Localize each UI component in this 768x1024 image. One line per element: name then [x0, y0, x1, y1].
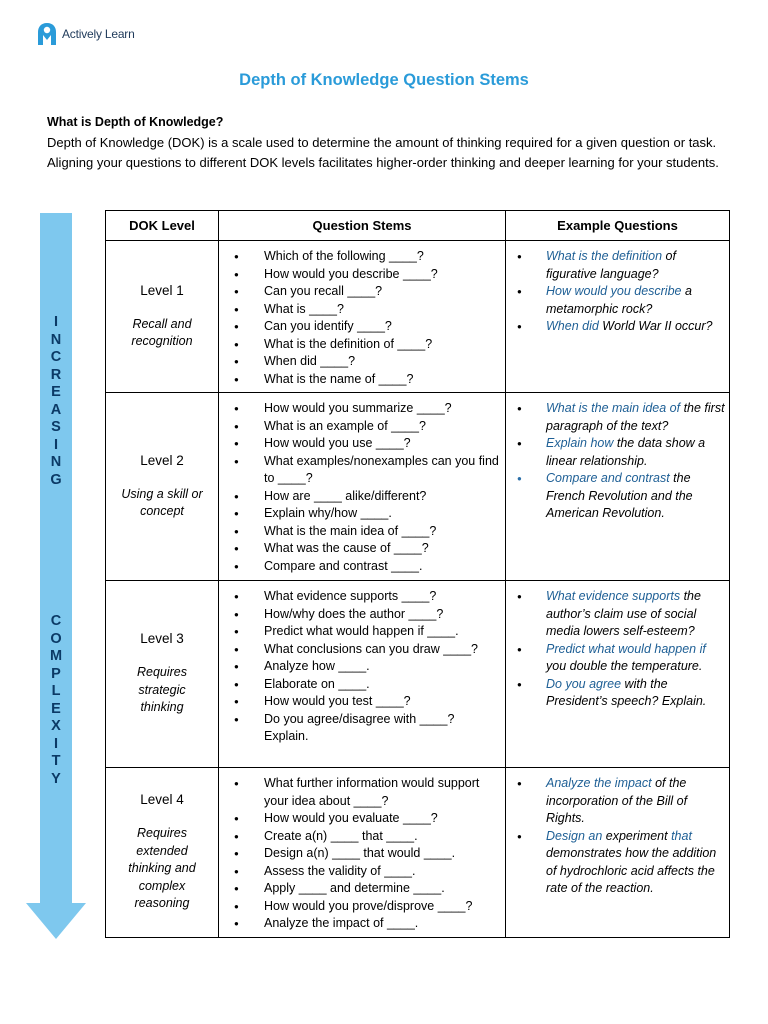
side-letter: R	[50, 366, 62, 383]
table-row	[106, 581, 730, 768]
level-description: Requires strategic thinking	[136, 665, 188, 715]
example-item	[506, 588, 729, 641]
stem-item: ● Can you recall ____?	[219, 283, 505, 301]
level-cell	[106, 241, 219, 393]
side-letter: C	[50, 613, 62, 629]
stems-cell	[219, 393, 506, 581]
level-cell	[106, 768, 219, 938]
example-item	[506, 828, 729, 898]
examples-list	[506, 588, 729, 711]
example-text: World War II occur?	[598, 319, 713, 333]
header-question-stems: Question Stems	[219, 211, 506, 241]
stem-item: ● Analyze the impact of ____.	[219, 915, 505, 933]
level-name: Level 3	[140, 631, 184, 647]
stems-list	[219, 775, 505, 933]
examples-list	[506, 400, 729, 523]
stem-item: ● What is ____?	[219, 301, 505, 319]
example-item	[506, 400, 729, 435]
example-stem-highlight: What is the main idea of	[546, 401, 681, 415]
example-text: with the President’s speech? Explain.	[546, 676, 707, 708]
stems-cell	[219, 241, 506, 393]
stem-item: ● How are ____ alike/different?	[219, 488, 505, 506]
example-stem-highlight: Analyze the impact	[546, 776, 652, 790]
example-item	[506, 641, 729, 676]
example-stem-highlight: What evidence supports	[546, 589, 681, 603]
examples-cell	[506, 241, 730, 393]
stem-item: ● Analyze how ____.	[219, 658, 505, 676]
stem-item: ● What is an example of ____?	[219, 418, 505, 436]
example-text: of figurative language?	[546, 249, 676, 281]
side-letter: P	[51, 665, 61, 682]
stem-item: ● Explain why/how ____.	[219, 505, 505, 523]
examples-cell	[506, 581, 730, 768]
example-stem-highlight: Do you agree	[546, 676, 622, 691]
stem-item: ● Can you identify ____?	[219, 318, 505, 336]
stems-list	[219, 400, 505, 575]
stem-item: ● How would you describe ____?	[219, 266, 505, 284]
intro-heading: What is Depth of Knowledge?	[47, 115, 224, 129]
example-item	[506, 775, 729, 828]
level-cell	[106, 393, 219, 581]
example-text: demonstrates how the addition of hydrochloric acid affects the rate of the reaction.	[546, 846, 717, 895]
increasing-label	[26, 314, 86, 489]
side-letter: C	[50, 349, 62, 365]
stem-item: ● What is the name of ____?	[219, 371, 505, 389]
stem-item: ● When did ____?	[219, 353, 505, 371]
level-description: Requires extended thinking and complex reasoning	[128, 826, 196, 911]
example-stem-highlight: Explain how	[546, 436, 614, 450]
side-letter: I	[53, 314, 59, 330]
actively-learn-logo-icon	[37, 22, 57, 46]
side-letter: O	[50, 630, 62, 647]
example-stem-highlight: Predict what would happen if	[546, 641, 706, 656]
stem-item: ● How would you prove/disprove ____?	[219, 898, 505, 916]
stem-item: ● What is the main idea of ____?	[219, 523, 505, 541]
stem-item: ● What examples/nonexamples can you find to ____?	[219, 453, 505, 488]
side-letter: T	[51, 753, 61, 769]
stem-item: ● How would you summarize ____?	[219, 400, 505, 418]
level-name: Level 2	[140, 452, 184, 468]
example-item	[506, 676, 729, 711]
logo-text: Actively Learn	[62, 27, 135, 41]
example-stem-highlight: When did	[546, 319, 599, 333]
side-letter: E	[51, 384, 61, 400]
example-text: the author’s claim use of social media lowers self-esteem?	[546, 589, 701, 638]
logo	[37, 22, 135, 46]
table-row	[106, 241, 730, 393]
example-text: the French Revolution and the American Revolution.	[546, 471, 693, 520]
stem-item: ● Create a(n) ____ that ____.	[219, 828, 505, 846]
examples-cell	[506, 768, 730, 938]
intro-body: Depth of Knowledge (DOK) is a scale used to determine the amount of thinking required for a given question or task. Aligning your questions to different DOK levels facilitates higher-order thinking and deeper learning for your students.	[47, 135, 719, 170]
table-row	[106, 393, 730, 581]
side-letter: I	[53, 436, 59, 453]
level-name: Level 1	[140, 282, 184, 298]
stem-item: ● Compare and contrast ____.	[219, 558, 505, 576]
stem-item: ● Apply ____ and determine ____.	[219, 880, 505, 898]
examples-list	[506, 248, 729, 336]
level-description: Using a skill or concept	[121, 486, 203, 518]
example-stem-highlight: that	[671, 828, 692, 843]
side-letter: A	[50, 401, 62, 418]
example-item	[506, 318, 729, 336]
example-stem-highlight: How would you describe	[546, 284, 682, 298]
table-row	[106, 768, 730, 938]
example-text: a metamorphic rock?	[546, 284, 692, 316]
stem-item: ● Predict what would happen if ____.	[219, 623, 505, 641]
side-letter: L	[51, 683, 61, 699]
side-letter: S	[51, 419, 61, 435]
stem-item: ● What evidence supports ____?	[219, 588, 505, 606]
side-letter: G	[50, 471, 62, 488]
stem-item: ● What was the cause of ____?	[219, 540, 505, 558]
stem-item: ● How would you use ____?	[219, 435, 505, 453]
side-letter: E	[51, 700, 61, 717]
stem-item: ● How would you test ____?	[219, 693, 505, 711]
example-text: experiment	[602, 828, 672, 843]
side-letter: N	[50, 454, 62, 470]
stem-item: ● Assess the validity of ____.	[219, 863, 505, 881]
side-letter: M	[49, 648, 63, 664]
side-letter: I	[53, 735, 59, 752]
side-letter: X	[51, 718, 61, 734]
stem-item: ● How/why does the author ____?	[219, 606, 505, 624]
stem-item: ● What conclusions can you draw ____?	[219, 641, 505, 659]
side-letter: N	[50, 331, 62, 348]
level-description: Recall and recognition	[131, 316, 193, 348]
example-text: the first paragraph of the text?	[546, 401, 725, 433]
example-item	[506, 248, 729, 283]
example-text: of the incorporation of the Bill of Rights.	[546, 776, 688, 825]
header-dok-level: DOK Level	[106, 211, 219, 241]
side-letter: Y	[51, 770, 61, 787]
example-item	[506, 435, 729, 470]
dok-table	[105, 210, 730, 938]
stems-cell	[219, 581, 506, 768]
example-stem-highlight: What is the definition	[546, 249, 663, 263]
stems-list	[219, 588, 505, 746]
stems-cell	[219, 768, 506, 938]
example-stem-highlight: Design an	[546, 828, 603, 843]
stem-item: ● What is the definition of ____?	[219, 336, 505, 354]
example-text: you double the temperature.	[546, 659, 703, 673]
table-header-row	[106, 211, 730, 241]
stem-item: ● Design a(n) ____ that would ____.	[219, 845, 505, 863]
example-text: the data show a linear relationship.	[546, 436, 706, 468]
example-item	[506, 283, 729, 318]
example-stem-highlight: Compare and contrast	[546, 471, 670, 485]
stem-item: ● Do you agree/disagree with ____? Explain.	[219, 711, 505, 746]
stem-item: ● How would you evaluate ____?	[219, 810, 505, 828]
page-title: Depth of Knowledge Question Stems	[239, 71, 529, 89]
header-example-questions: Example Questions	[506, 211, 730, 241]
stems-list	[219, 248, 505, 388]
level-name: Level 4	[140, 792, 184, 808]
level-cell	[106, 581, 219, 768]
example-item	[506, 470, 729, 523]
examples-cell	[506, 393, 730, 581]
stem-item: ● What further information would support your idea about ____?	[219, 775, 505, 810]
examples-list	[506, 775, 729, 898]
complexity-label	[26, 613, 86, 788]
stem-item: ● Which of the following ____?	[219, 248, 505, 266]
stem-item: ● Elaborate on ____.	[219, 676, 505, 694]
